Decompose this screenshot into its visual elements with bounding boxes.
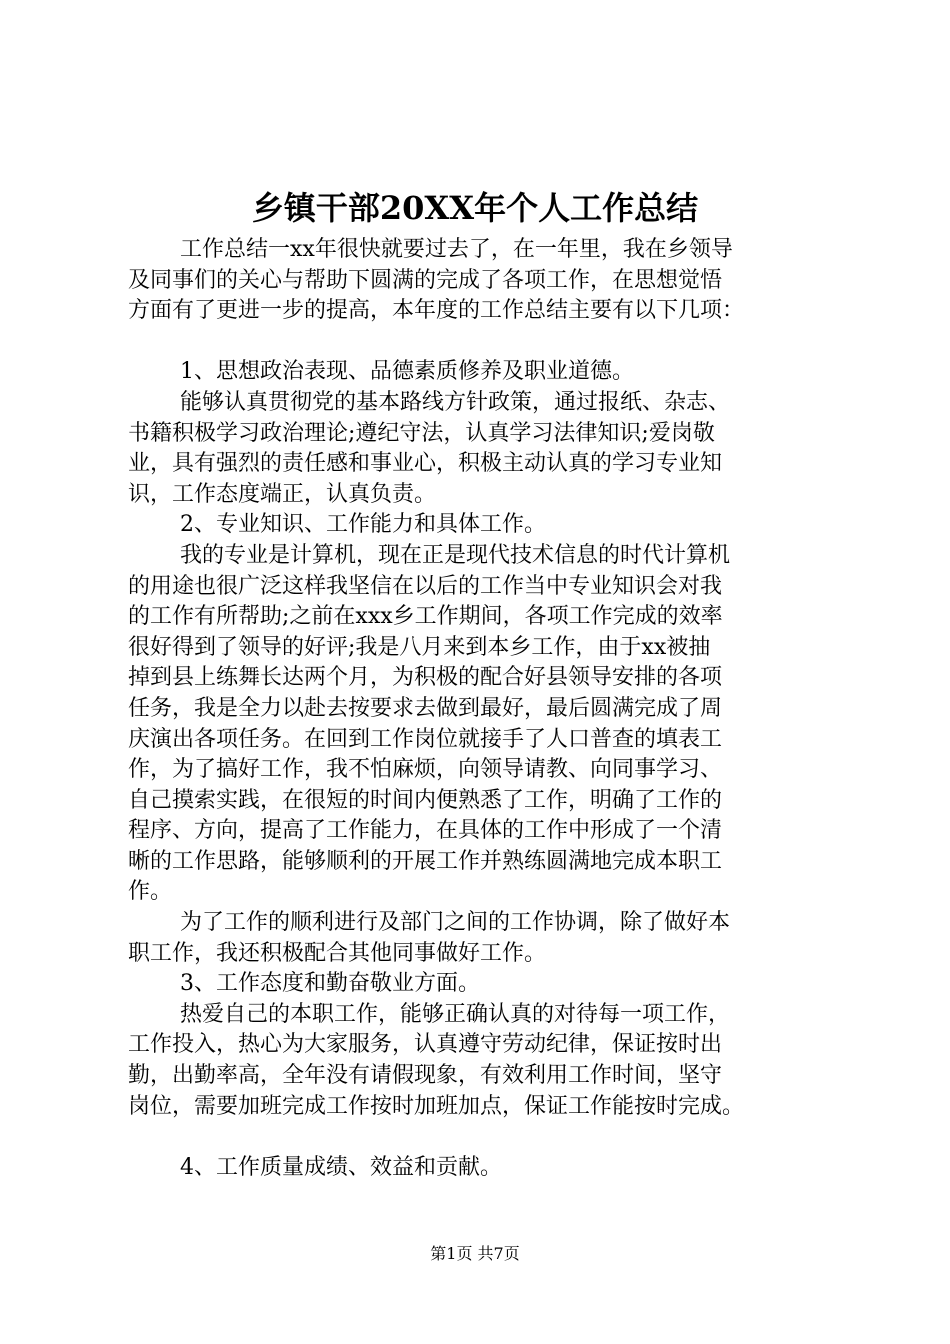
text-line: 4、工作质量成绩、效益和贡献。 bbox=[180, 1154, 502, 1180]
text-line: 程序、方向，提高了工作能力，在具体的工作中形成了一个清 bbox=[128, 818, 723, 844]
blank-line bbox=[128, 327, 848, 358]
text-line: 业，具有强烈的责任感和事业心，积极主动认真的学习专业知 bbox=[128, 451, 723, 477]
blank-line bbox=[128, 1122, 848, 1153]
text-line: 勤，出勤率高，全年没有请假现象，有效利用工作时间，坚守 bbox=[128, 1063, 723, 1089]
text-line: 庆演出各项任务。在回到工作岗位就接手了人口普查的填表工 bbox=[128, 726, 723, 752]
document-body bbox=[128, 235, 848, 1183]
text-line: 2、专业知识、工作能力和具体工作。 bbox=[180, 512, 546, 538]
text-line: 岗位，需要加班完成工作按时加班加点，保证工作能按时完成。 bbox=[128, 1093, 745, 1119]
text-line: 识，工作态度端正，认真负责。 bbox=[128, 481, 437, 507]
text-line: 工作投入，热心为大家服务，认真遵守劳动纪律，保证按时出 bbox=[128, 1032, 723, 1058]
text-line: 任务，我是全力以赴去按要求去做到最好，最后圆满完成了周 bbox=[128, 695, 723, 721]
text-line: 的工作有所帮助;之前在xxx乡工作期间，各项工作完成的效率 bbox=[128, 604, 723, 630]
text-line: 的用途也很广泛这样我坚信在以后的工作当中专业知识会对我 bbox=[128, 573, 723, 599]
text-line: 我的专业是计算机，现在正是现代技术信息的时代计算机 bbox=[180, 542, 731, 568]
text-line: 职工作，我还积极配合其他同事做好工作。 bbox=[128, 940, 547, 966]
text-line: 方面有了更进一步的提高，本年度的工作总结主要有以下几项： bbox=[128, 298, 745, 324]
text-line: 能够认真贯彻党的基本路线方针政策，通过报纸、杂志、 bbox=[180, 389, 731, 415]
text-line: 很好得到了领导的好评;我是八月来到本乡工作，由于xx被抽 bbox=[128, 634, 711, 660]
document-title: 乡镇干部20XX年个人工作总结 bbox=[251, 189, 699, 227]
text-line: 工作总结一xx年很快就要过去了，在一年里，我在乡领导 bbox=[180, 237, 733, 262]
text-line: 自己摸索实践，在很短的时间内便熟悉了工作，明确了工作的 bbox=[128, 787, 723, 813]
text-line: 作。 bbox=[128, 879, 173, 905]
page-footer: 第1页 共7页 bbox=[430, 1244, 520, 1263]
text-line: 作，为了搞好工作，我不怕麻烦，向领导请教、向同事学习、 bbox=[128, 757, 723, 783]
text-line: 掉到县上练舞长达两个月，为积极的配合好县领导安排的各项 bbox=[128, 665, 723, 691]
text-line: 3、工作态度和勤奋敬业方面。 bbox=[180, 971, 480, 997]
text-line: 晰的工作思路，能够顺利的开展工作并熟练圆满地完成本职工 bbox=[128, 848, 723, 874]
text-line: 1、思想政治表现、品德素质修养及职业道德。 bbox=[180, 359, 634, 385]
text-line: 书籍积极学习政治理论;遵纪守法，认真学习法律知识;爱岗敬 bbox=[128, 420, 715, 446]
text-line: 及同事们的关心与帮助下圆满的完成了各项工作，在思想觉悟 bbox=[128, 267, 723, 293]
text-line: 热爱自己的本职工作，能够正确认真的对待每一项工作， bbox=[180, 1001, 731, 1027]
text-line: 为了工作的顺利进行及部门之间的工作协调，除了做好本 bbox=[180, 910, 731, 936]
